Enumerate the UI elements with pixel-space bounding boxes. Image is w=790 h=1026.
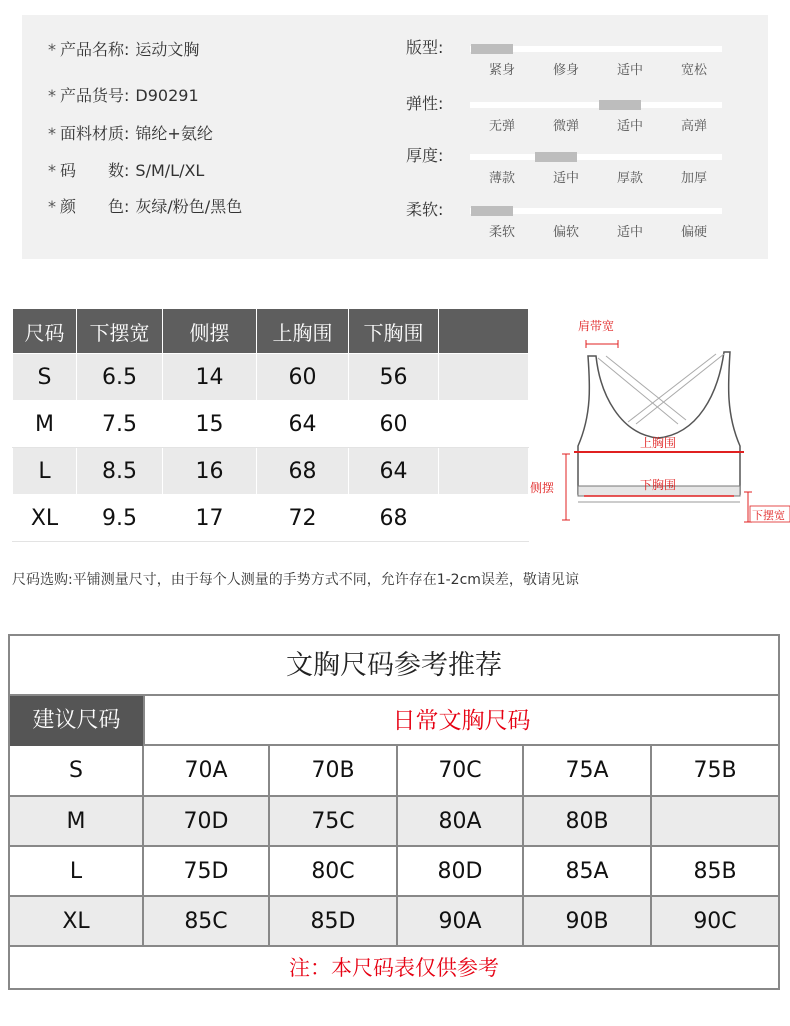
info-key: 颜 色: [60,197,130,216]
side-label: 侧摆 [530,481,555,495]
info-value: 灰绿/粉色/黑色 [135,197,243,216]
bra-diagram-icon [528,314,790,534]
table-row: M 7.5 15 64 60 [13,401,529,448]
header-empty [439,309,529,354]
attribute-elasticity: 弹性: 无弹 微弹 适中 高弹 [406,91,746,131]
table-row: L 8.5 16 68 64 [13,448,529,495]
header-lower-chest: 下胸围 [349,309,439,354]
attribute-fit: 版型: 紧身 修身 适中 宽松 [406,35,746,75]
attribute-marker [599,100,641,110]
info-row-name: * 产品名称: 运动文胸 [48,37,199,60]
info-value: 锦纶+氨纶 [135,124,213,143]
bra-size-reference [8,634,780,990]
info-value: 运动文胸 [135,40,200,59]
info-key: 码 数: [60,161,130,180]
info-row-code: * 产品货号: D90291 [48,83,199,106]
attribute-thickness: 厚度: 薄款 适中 厚款 加厚 [406,143,746,183]
daily-bra-size-header: 日常文胸尺码 [143,696,778,746]
hem-width-label: 下摆宽 [752,509,785,522]
info-row-colors: * 颜 色: 灰绿/粉色/黑色 [48,194,242,217]
attribute-softness: 柔软: 柔软 偏软 适中 偏硬 [406,197,746,237]
size-note: 尺码选购:平铺测量尺寸，由于每个人测量的手势方式不同，允许存在1-2cm误差，敬请见谅 [12,572,579,588]
table-row: XL 9.5 17 72 68 [13,495,529,542]
info-key: 面料材质: [60,124,130,143]
header-side: 侧摆 [163,309,257,354]
header-upper-chest: 上胸围 [257,309,349,354]
info-row-sizes: * 码 数: S/M/L/XL [48,158,204,181]
product-info-panel [22,15,768,259]
attribute-marker [471,44,513,54]
reference-title: 文胸尺码参考推荐 [10,636,778,696]
info-row-material: * 面料材质: 锦纶+氨纶 [48,121,213,144]
upper-chest-label: 上胸围 [640,436,677,450]
size-table-header [13,309,529,354]
reference-footer-note: 注：本尺码表仅供参考 [289,956,499,980]
measurement-diagram [528,314,790,534]
table-row: S 70A 70B 70C 75A 75B [10,746,778,796]
lower-chest-label: 下胸围 [640,478,677,492]
table-row: L 75D 80C 80D 85A 85B [10,846,778,896]
info-value: D90291 [135,86,199,105]
info-value: S/M/L/XL [135,161,205,180]
size-table [12,308,529,542]
header-size: 尺码 [13,309,77,354]
attribute-track [470,154,722,160]
cross-strap [606,356,686,420]
reference-grid [10,746,778,947]
bra-outline [578,352,740,494]
info-key: 产品名称: [60,40,130,59]
attribute-marker [471,206,513,216]
info-key: 产品货号: [60,86,130,105]
attribute-marker [535,152,577,162]
attribute-track [470,102,722,108]
suggested-size-header: 建议尺码 [10,696,143,746]
table-row: XL 85C 85D 90A 90B 90C [10,896,778,946]
table-row: S 6.5 14 60 56 [13,354,529,401]
table-row: M 70D 75C 80A 80B [10,796,778,846]
shoulder-width-label: 肩带宽 [578,319,615,333]
header-hem-width: 下摆宽 [77,309,163,354]
